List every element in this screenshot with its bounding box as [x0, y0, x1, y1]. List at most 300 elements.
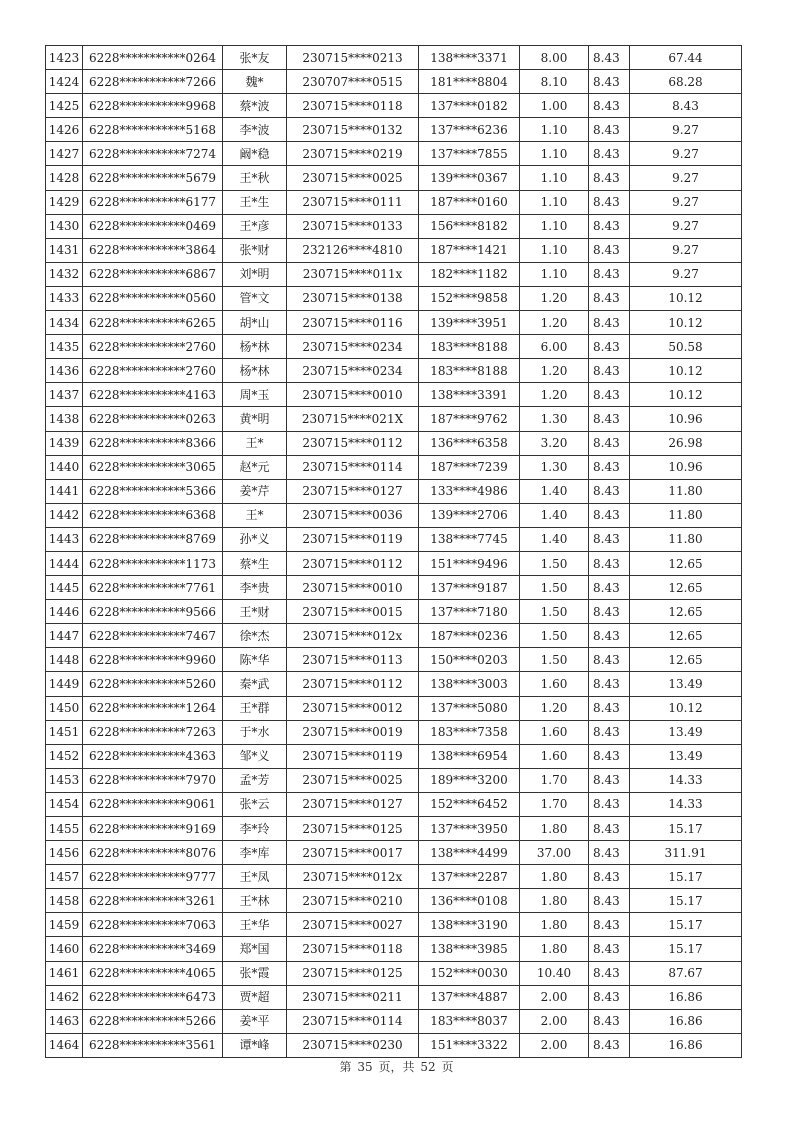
cell-phone: 138****3985: [419, 937, 520, 961]
cell-name: 王*群: [223, 696, 287, 720]
table-row: [46, 1033, 742, 1057]
cell-phone: 187****9762: [419, 407, 520, 431]
table-row: [46, 479, 742, 503]
cell-row-number: 1428: [46, 166, 83, 190]
cell-name: 管*文: [223, 286, 287, 310]
cell-phone: 137****0182: [419, 94, 520, 118]
table-row: [46, 503, 742, 527]
cell-id-number: 230715****0025: [287, 166, 419, 190]
cell-bank-account: 6228***********5679: [83, 166, 223, 190]
cell-bank-account: 6228***********3864: [83, 238, 223, 262]
cell-bank-account: 6228***********3261: [83, 889, 223, 913]
cell-amount: 10.12: [630, 383, 742, 407]
cell-id-number: 230715****0036: [287, 503, 419, 527]
cell-name: 王*: [223, 431, 287, 455]
cell-bank-account: 6228***********9566: [83, 600, 223, 624]
cell-area: 1.80: [520, 889, 589, 913]
cell-name: 赵*元: [223, 455, 287, 479]
cell-bank-account: 6228***********1173: [83, 551, 223, 575]
cell-area: 8.10: [520, 70, 589, 94]
cell-rate: 8.43: [589, 817, 630, 841]
cell-row-number: 1445: [46, 576, 83, 600]
cell-amount: 9.27: [630, 142, 742, 166]
cell-rate: 8.43: [589, 407, 630, 431]
cell-row-number: 1448: [46, 648, 83, 672]
cell-row-number: 1454: [46, 792, 83, 816]
cell-name: 杨*林: [223, 335, 287, 359]
cell-area: 1.70: [520, 768, 589, 792]
cell-amount: 311.91: [630, 841, 742, 865]
cell-phone: 136****6358: [419, 431, 520, 455]
cell-name: 李*玲: [223, 817, 287, 841]
cell-area: 1.80: [520, 817, 589, 841]
cell-amount: 14.33: [630, 792, 742, 816]
cell-area: 1.10: [520, 214, 589, 238]
page-label-suffix: 页: [441, 1060, 454, 1074]
table-row: [46, 889, 742, 913]
page-footer: [0, 1058, 793, 1075]
cell-amount: 10.12: [630, 359, 742, 383]
cell-id-number: 230715****0210: [287, 889, 419, 913]
cell-id-number: 230715****012x: [287, 624, 419, 648]
page-label-mid: 页，共: [378, 1060, 415, 1074]
cell-area: 1.10: [520, 118, 589, 142]
cell-row-number: 1460: [46, 937, 83, 961]
cell-bank-account: 6228***********9777: [83, 865, 223, 889]
table-row: [46, 46, 742, 70]
cell-id-number: 230715****0112: [287, 431, 419, 455]
cell-id-number: 230715****0234: [287, 359, 419, 383]
cell-area: 2.00: [520, 985, 589, 1009]
cell-area: 1.10: [520, 262, 589, 286]
cell-row-number: 1431: [46, 238, 83, 262]
cell-id-number: 230715****0127: [287, 792, 419, 816]
cell-name: 王*秋: [223, 166, 287, 190]
cell-id-number: 230715****0019: [287, 720, 419, 744]
cell-id-number: 230715****0230: [287, 1033, 419, 1057]
cell-rate: 8.43: [589, 696, 630, 720]
cell-area: 1.20: [520, 359, 589, 383]
cell-phone: 138****6954: [419, 744, 520, 768]
cell-area: 2.00: [520, 1033, 589, 1057]
cell-amount: 9.27: [630, 262, 742, 286]
cell-id-number: 230715****0113: [287, 648, 419, 672]
cell-name: 谭*峰: [223, 1033, 287, 1057]
table-row: [46, 600, 742, 624]
cell-row-number: 1453: [46, 768, 83, 792]
cell-row-number: 1436: [46, 359, 83, 383]
cell-row-number: 1439: [46, 431, 83, 455]
cell-rate: 8.43: [589, 479, 630, 503]
cell-amount: 16.86: [630, 985, 742, 1009]
table-row: [46, 913, 742, 937]
cell-phone: 137****9187: [419, 576, 520, 600]
cell-row-number: 1438: [46, 407, 83, 431]
cell-id-number: 230715****0138: [287, 286, 419, 310]
cell-row-number: 1457: [46, 865, 83, 889]
cell-bank-account: 6228***********7263: [83, 720, 223, 744]
cell-area: 1.50: [520, 648, 589, 672]
cell-row-number: 1444: [46, 551, 83, 575]
cell-amount: 9.27: [630, 118, 742, 142]
cell-rate: 8.43: [589, 286, 630, 310]
table-row: [46, 335, 742, 359]
cell-phone: 137****7855: [419, 142, 520, 166]
cell-rate: 8.43: [589, 238, 630, 262]
cell-amount: 11.80: [630, 503, 742, 527]
cell-id-number: 230715****0125: [287, 817, 419, 841]
cell-amount: 10.96: [630, 455, 742, 479]
cell-phone: 137****2287: [419, 865, 520, 889]
cell-id-number: 230715****0116: [287, 311, 419, 335]
cell-name: 姜*芹: [223, 479, 287, 503]
cell-id-number: 230715****0132: [287, 118, 419, 142]
cell-name: 徐*杰: [223, 624, 287, 648]
cell-name: 张*财: [223, 238, 287, 262]
cell-bank-account: 6228***********0560: [83, 286, 223, 310]
cell-id-number: 230715****0015: [287, 600, 419, 624]
cell-id-number: 230715****0111: [287, 190, 419, 214]
cell-row-number: 1426: [46, 118, 83, 142]
table-row: [46, 383, 742, 407]
cell-phone: 152****0030: [419, 961, 520, 985]
cell-rate: 8.43: [589, 190, 630, 214]
table-row: [46, 166, 742, 190]
cell-name: 王*财: [223, 600, 287, 624]
cell-bank-account: 6228***********7266: [83, 70, 223, 94]
cell-phone: 183****8037: [419, 1009, 520, 1033]
cell-rate: 8.43: [589, 600, 630, 624]
cell-bank-account: 6228***********5168: [83, 118, 223, 142]
cell-phone: 152****9858: [419, 286, 520, 310]
cell-rate: 8.43: [589, 46, 630, 70]
cell-amount: 9.27: [630, 166, 742, 190]
table-row: [46, 527, 742, 551]
cell-area: 1.30: [520, 407, 589, 431]
cell-amount: 10.12: [630, 286, 742, 310]
cell-phone: 139****2706: [419, 503, 520, 527]
table-row: [46, 359, 742, 383]
table-row: [46, 961, 742, 985]
cell-bank-account: 6228***********4363: [83, 744, 223, 768]
cell-name: 张*云: [223, 792, 287, 816]
cell-id-number: 230715****012x: [287, 865, 419, 889]
cell-name: 王*生: [223, 190, 287, 214]
cell-rate: 8.43: [589, 648, 630, 672]
cell-area: 1.20: [520, 286, 589, 310]
cell-id-number: 232126****4810: [287, 238, 419, 262]
cell-bank-account: 6228***********6473: [83, 985, 223, 1009]
cell-id-number: 230715****0119: [287, 744, 419, 768]
cell-id-number: 230715****0012: [287, 696, 419, 720]
cell-amount: 15.17: [630, 889, 742, 913]
cell-phone: 183****7358: [419, 720, 520, 744]
cell-rate: 8.43: [589, 889, 630, 913]
page-label-prefix: 第: [339, 1060, 352, 1074]
cell-id-number: 230715****0219: [287, 142, 419, 166]
cell-rate: 8.43: [589, 335, 630, 359]
cell-row-number: 1455: [46, 817, 83, 841]
cell-area: 6.00: [520, 335, 589, 359]
cell-bank-account: 6228***********8076: [83, 841, 223, 865]
cell-id-number: 230715****0114: [287, 455, 419, 479]
cell-phone: 138****3371: [419, 46, 520, 70]
cell-amount: 11.80: [630, 479, 742, 503]
cell-rate: 8.43: [589, 359, 630, 383]
cell-rate: 8.43: [589, 94, 630, 118]
cell-rate: 8.43: [589, 576, 630, 600]
cell-name: 王*林: [223, 889, 287, 913]
cell-area: 1.20: [520, 383, 589, 407]
cell-bank-account: 6228***********6368: [83, 503, 223, 527]
cell-amount: 10.12: [630, 696, 742, 720]
cell-row-number: 1432: [46, 262, 83, 286]
cell-amount: 15.17: [630, 913, 742, 937]
cell-phone: 139****0367: [419, 166, 520, 190]
table-row: [46, 624, 742, 648]
cell-phone: 183****8188: [419, 359, 520, 383]
cell-phone: 137****5080: [419, 696, 520, 720]
cell-name: 黄*明: [223, 407, 287, 431]
cell-area: 1.50: [520, 576, 589, 600]
cell-amount: 50.58: [630, 335, 742, 359]
cell-area: 3.20: [520, 431, 589, 455]
cell-phone: 139****3951: [419, 311, 520, 335]
cell-id-number: 230715****0133: [287, 214, 419, 238]
cell-rate: 8.43: [589, 383, 630, 407]
table-row: [46, 551, 742, 575]
cell-row-number: 1427: [46, 142, 83, 166]
cell-area: 1.10: [520, 238, 589, 262]
cell-amount: 12.65: [630, 648, 742, 672]
cell-bank-account: 6228***********2760: [83, 359, 223, 383]
cell-id-number: 230715****0010: [287, 576, 419, 600]
cell-rate: 8.43: [589, 1009, 630, 1033]
cell-row-number: 1447: [46, 624, 83, 648]
cell-bank-account: 6228***********9061: [83, 792, 223, 816]
cell-area: 1.60: [520, 744, 589, 768]
cell-bank-account: 6228***********7761: [83, 576, 223, 600]
cell-row-number: 1451: [46, 720, 83, 744]
cell-phone: 137****4887: [419, 985, 520, 1009]
cell-amount: 68.28: [630, 70, 742, 94]
records-table: [45, 45, 742, 1058]
cell-bank-account: 6228***********7274: [83, 142, 223, 166]
cell-name: 王*: [223, 503, 287, 527]
cell-rate: 8.43: [589, 720, 630, 744]
cell-phone: 156****8182: [419, 214, 520, 238]
cell-phone: 189****3200: [419, 768, 520, 792]
table-row: [46, 768, 742, 792]
cell-amount: 12.65: [630, 576, 742, 600]
cell-name: 张*友: [223, 46, 287, 70]
cell-bank-account: 6228***********7970: [83, 768, 223, 792]
cell-amount: 9.27: [630, 214, 742, 238]
cell-rate: 8.43: [589, 214, 630, 238]
cell-amount: 12.65: [630, 551, 742, 575]
cell-name: 姜*平: [223, 1009, 287, 1033]
cell-amount: 9.27: [630, 190, 742, 214]
table-row: [46, 70, 742, 94]
table-row: [46, 286, 742, 310]
cell-phone: 151****3322: [419, 1033, 520, 1057]
table-row: [46, 937, 742, 961]
cell-name: 秦*武: [223, 672, 287, 696]
cell-amount: 8.43: [630, 94, 742, 118]
cell-id-number: 230715****0234: [287, 335, 419, 359]
cell-phone: 187****0236: [419, 624, 520, 648]
cell-area: 1.80: [520, 865, 589, 889]
cell-name: 周*玉: [223, 383, 287, 407]
cell-row-number: 1458: [46, 889, 83, 913]
cell-bank-account: 6228***********0264: [83, 46, 223, 70]
cell-area: 2.00: [520, 1009, 589, 1033]
cell-phone: 181****8804: [419, 70, 520, 94]
cell-bank-account: 6228***********1264: [83, 696, 223, 720]
cell-name: 李*波: [223, 118, 287, 142]
cell-rate: 8.43: [589, 865, 630, 889]
cell-row-number: 1441: [46, 479, 83, 503]
cell-amount: 12.65: [630, 624, 742, 648]
cell-id-number: 230715****0112: [287, 672, 419, 696]
cell-bank-account: 6228***********0263: [83, 407, 223, 431]
cell-amount: 10.12: [630, 311, 742, 335]
cell-rate: 8.43: [589, 792, 630, 816]
cell-name: 王*凤: [223, 865, 287, 889]
cell-name: 蔡*生: [223, 551, 287, 575]
table-row: [46, 94, 742, 118]
table-row: [46, 817, 742, 841]
cell-area: 37.00: [520, 841, 589, 865]
cell-bank-account: 6228***********3469: [83, 937, 223, 961]
cell-name: 陈*华: [223, 648, 287, 672]
cell-phone: 138****7745: [419, 527, 520, 551]
cell-row-number: 1440: [46, 455, 83, 479]
table-row: [46, 648, 742, 672]
cell-row-number: 1452: [46, 744, 83, 768]
cell-amount: 87.67: [630, 961, 742, 985]
cell-name: 于*水: [223, 720, 287, 744]
table-row: [46, 576, 742, 600]
cell-bank-account: 6228***********8769: [83, 527, 223, 551]
cell-bank-account: 6228***********3065: [83, 455, 223, 479]
cell-bank-account: 6228***********7063: [83, 913, 223, 937]
cell-row-number: 1463: [46, 1009, 83, 1033]
cell-id-number: 230715****0119: [287, 527, 419, 551]
cell-area: 1.40: [520, 503, 589, 527]
table-row: [46, 696, 742, 720]
cell-phone: 151****9496: [419, 551, 520, 575]
cell-amount: 16.86: [630, 1009, 742, 1033]
cell-rate: 8.43: [589, 166, 630, 190]
table-row: [46, 672, 742, 696]
cell-amount: 16.86: [630, 1033, 742, 1057]
table-row: [46, 311, 742, 335]
cell-phone: 133****4986: [419, 479, 520, 503]
table-row: [46, 262, 742, 286]
cell-amount: 26.98: [630, 431, 742, 455]
cell-id-number: 230715****0213: [287, 46, 419, 70]
page-current: 35: [357, 1060, 373, 1074]
cell-id-number: 230715****0025: [287, 768, 419, 792]
cell-phone: 187****0160: [419, 190, 520, 214]
cell-area: 1.10: [520, 190, 589, 214]
cell-amount: 9.27: [630, 238, 742, 262]
cell-bank-account: 6228***********4163: [83, 383, 223, 407]
cell-row-number: 1450: [46, 696, 83, 720]
cell-phone: 182****1182: [419, 262, 520, 286]
cell-rate: 8.43: [589, 961, 630, 985]
cell-rate: 8.43: [589, 455, 630, 479]
cell-row-number: 1430: [46, 214, 83, 238]
cell-bank-account: 6228***********6177: [83, 190, 223, 214]
cell-phone: 138****3190: [419, 913, 520, 937]
table-row: [46, 431, 742, 455]
cell-id-number: 230715****0114: [287, 1009, 419, 1033]
cell-phone: 138****3003: [419, 672, 520, 696]
cell-name: 蔡*波: [223, 94, 287, 118]
cell-rate: 8.43: [589, 142, 630, 166]
cell-name: 孟*芳: [223, 768, 287, 792]
cell-bank-account: 6228***********2760: [83, 335, 223, 359]
cell-rate: 8.43: [589, 937, 630, 961]
cell-phone: 183****8188: [419, 335, 520, 359]
cell-row-number: 1435: [46, 335, 83, 359]
cell-name: 刘*明: [223, 262, 287, 286]
cell-phone: 152****6452: [419, 792, 520, 816]
cell-amount: 15.17: [630, 865, 742, 889]
cell-row-number: 1461: [46, 961, 83, 985]
cell-row-number: 1429: [46, 190, 83, 214]
cell-row-number: 1446: [46, 600, 83, 624]
cell-rate: 8.43: [589, 841, 630, 865]
table-body: [46, 46, 742, 1058]
cell-row-number: 1443: [46, 527, 83, 551]
cell-rate: 8.43: [589, 1033, 630, 1057]
cell-area: 1.10: [520, 166, 589, 190]
table-row: [46, 407, 742, 431]
table-row: [46, 720, 742, 744]
cell-rate: 8.43: [589, 431, 630, 455]
cell-name: 王*彦: [223, 214, 287, 238]
cell-phone: 137****3950: [419, 817, 520, 841]
cell-id-number: 230715****0127: [287, 479, 419, 503]
cell-name: 阚*稳: [223, 142, 287, 166]
cell-bank-account: 6228***********5266: [83, 1009, 223, 1033]
cell-area: 1.30: [520, 455, 589, 479]
cell-row-number: 1425: [46, 94, 83, 118]
cell-area: 1.10: [520, 142, 589, 166]
cell-id-number: 230715****0112: [287, 551, 419, 575]
cell-rate: 8.43: [589, 551, 630, 575]
cell-amount: 67.44: [630, 46, 742, 70]
cell-phone: 138****3391: [419, 383, 520, 407]
cell-phone: 138****4499: [419, 841, 520, 865]
cell-id-number: 230715****0010: [287, 383, 419, 407]
table-row: [46, 214, 742, 238]
cell-area: 1.50: [520, 624, 589, 648]
table-row: [46, 238, 742, 262]
cell-row-number: 1424: [46, 70, 83, 94]
table-row: [46, 118, 742, 142]
cell-row-number: 1433: [46, 286, 83, 310]
cell-rate: 8.43: [589, 70, 630, 94]
cell-phone: 137****6236: [419, 118, 520, 142]
cell-row-number: 1423: [46, 46, 83, 70]
table-row: [46, 841, 742, 865]
cell-id-number: 230715****0017: [287, 841, 419, 865]
cell-amount: 10.96: [630, 407, 742, 431]
